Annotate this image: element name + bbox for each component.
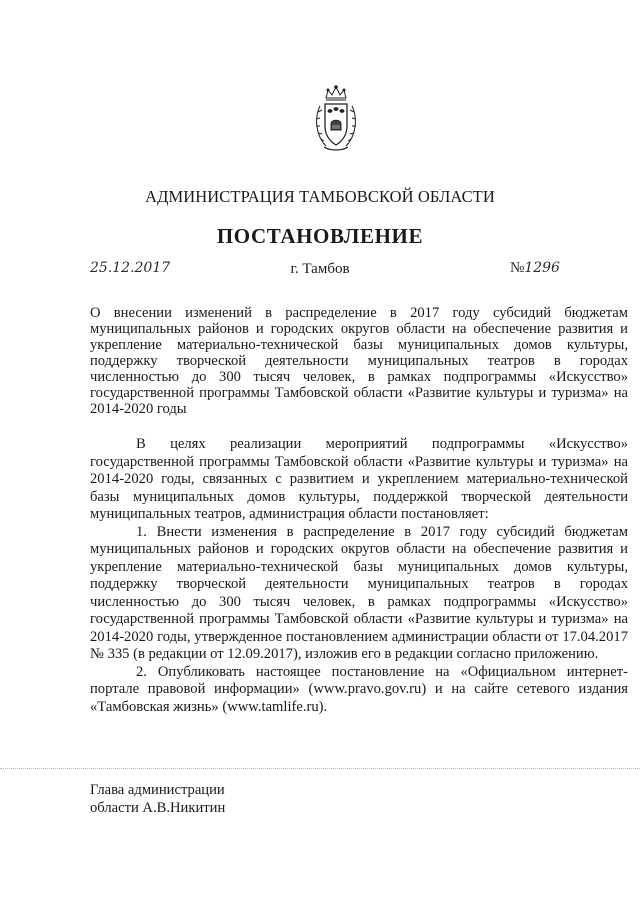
document-meta-row (0, 258, 640, 282)
item-1-paragraph: 1. Внести изменения в распределение в 2017 году субсидий бюджетам муниципальных районов и городских округов области на обеспечение развития и укрепление материально-технической базы муниципальных домов культуры, поддержку творческой деятельности муниципальных театров в городах численностью до 300 тысяч человек, в рамках подпрограммы «Искусство» государственной программы Тамбовской области «Развитие культуры и туризма» на 2014-2020 годы, утвержденное постановлением администрации области от 17.04.2017 № 335 (в редакции от 12.09.2017), изложив его в редакции согласно приложению. (90, 523, 628, 662)
document-subject: О внесении изменений в распределение в 2017 году субсидий бюджетам муниципальных районов и городских округов области на обеспечение развития и укрепление материально-технической базы муниципальных домов культуры, поддержку творческой деятельности муниципальных театров в городах численностью до 300 тысяч человек, в рамках подпрограммы «Искусство» государственной программы Тамбовской области «Развитие культуры и туризма» на 2014-2020 годы (90, 305, 628, 417)
signature-name: области А.В.Никитин (90, 799, 226, 816)
divider-line (0, 768, 640, 770)
preamble-paragraph: В целях реализации мероприятий подпрограммы «Искусство» государственной программы Тамбовской области «Развитие культуры и туризма» на 2014-2020 годы, связанных с развитием и укреплением материально-технической базы муниципальных домов культуры, поддержкой творческой деятельности муниципальных театров, администрация области постановляет: (90, 436, 628, 522)
number-sign: № (510, 260, 525, 276)
signature-title: Глава администрации (90, 782, 225, 798)
coat-of-arms-emblem (312, 84, 360, 154)
signature-block (90, 782, 225, 817)
document-number (510, 260, 560, 277)
item-2-paragraph: 2. Опубликовать настоящее постановление на «Официальном интернет-портале правовой информации» (www.pravo.gov.ru) и на сайте сетевого издания «Тамбовская жизнь» (www.tamlife.ru). (90, 663, 628, 715)
handwritten-number: 1296 (524, 260, 560, 276)
city: г. Тамбов (290, 261, 350, 277)
document-type-title: ПОСТАНОВЛЕНИЕ (216, 224, 424, 248)
document-body (90, 436, 628, 716)
organization-name: АДМИНИСТРАЦИЯ ТАМБОВСКОЙ ОБЛАСТИ (145, 187, 495, 206)
handwritten-date: 25.12.2017 (90, 260, 171, 276)
